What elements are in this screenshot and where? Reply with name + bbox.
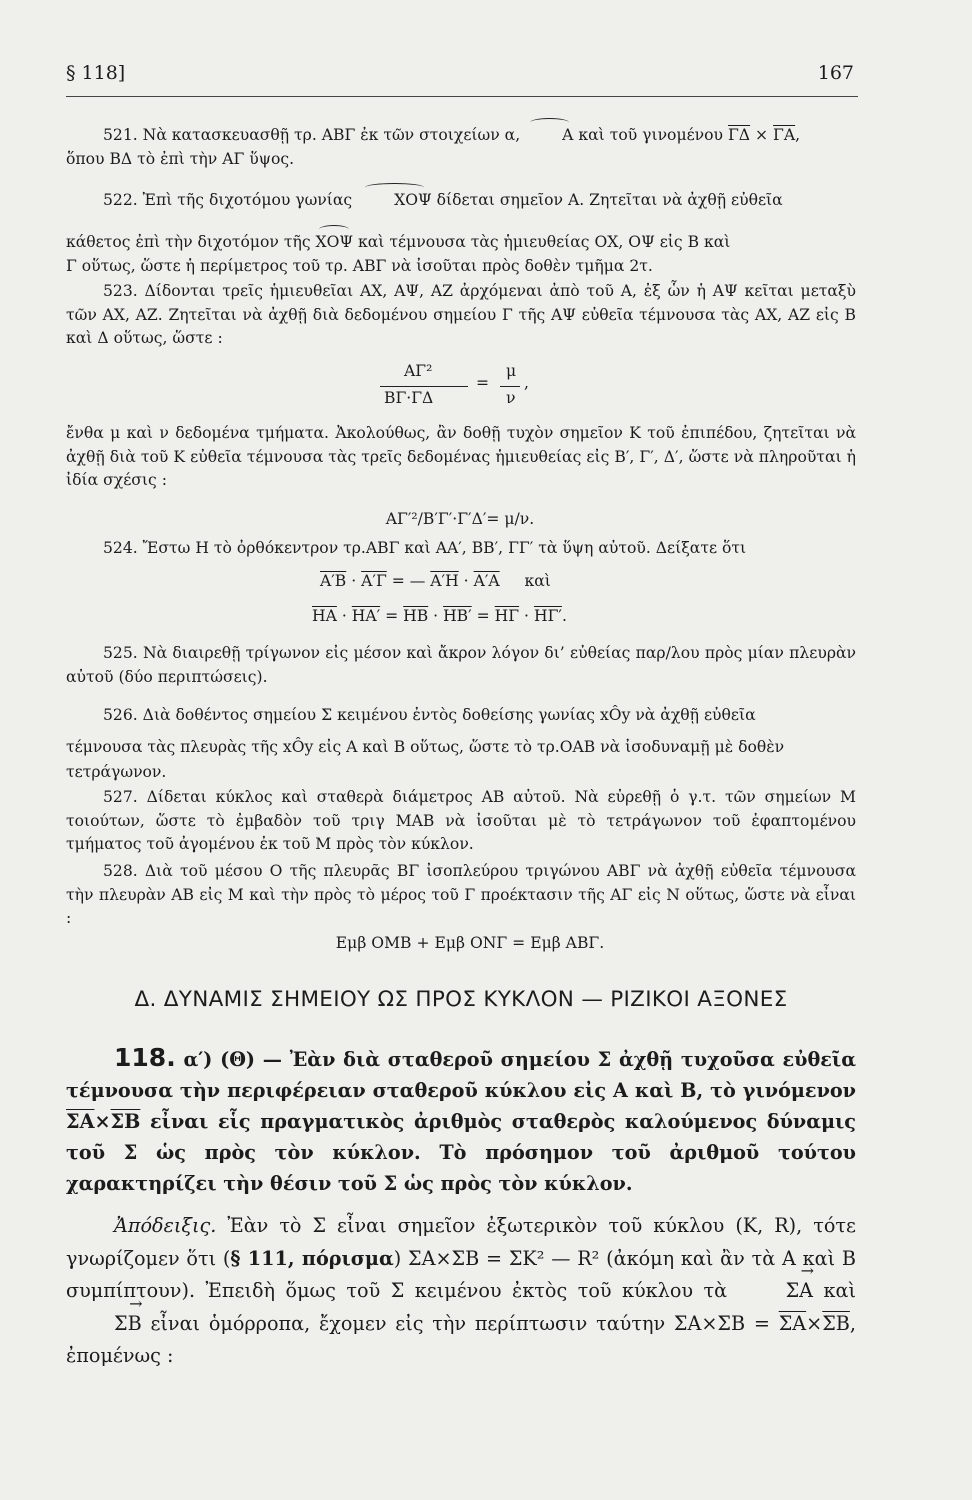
seg-a1h: Α′Η: [430, 572, 459, 590]
segment-sa: $\overline{\Sigma A}$: [66, 1110, 95, 1133]
segment-sb: $\overline{\Sigma B}$: [110, 1110, 141, 1133]
conjunction: καὶ: [524, 572, 551, 590]
exercise-526-text: 526. Διὰ δοθέντος σημείου Σ κειμένου ἐντὸς δοθείσης γωνίας: [103, 706, 600, 724]
proof-and: καὶ: [813, 1279, 856, 1302]
fraction-bar-2: [500, 386, 520, 387]
seg-ha1: ΗΑ′: [351, 607, 381, 625]
proof-label: Ἀπόδειξις.: [114, 1214, 217, 1237]
dot-5: ·: [519, 607, 534, 625]
exercise-528-formula: Εμβ ΟΜΒ + Εμβ ΟΝΓ = Εμβ ΑΒΓ.: [335, 934, 605, 952]
ratio-nu: ν: [506, 389, 516, 407]
exercise-525: 525. Νὰ διαιρεθῇ τρίγωνον εἰς μέσον καὶ ἄκρον λόγον δι’ εὐθείας παρ/λου πρὸς μίαν πλευρὰν αὐτοῦ (δύο περιπτώσεις).: [66, 644, 856, 686]
exercise-522-text-post: δίδεται σημεῖον Α. Ζητεῖται νὰ ἀχθῇ εὐθεῖα: [431, 191, 783, 209]
segment-gd: $\overline{\Gamma\Delta}$: [727, 126, 751, 144]
exercise-526-text-post: νὰ ἀχθῇ εὐθεῖα: [630, 706, 756, 724]
theorem-number: 118: [114, 1043, 167, 1072]
equals-minus: = —: [386, 572, 431, 590]
proof: [66, 1210, 856, 1373]
dot-2: ·: [458, 572, 474, 590]
seg-hg: $\overline{H\Gamma}$: [494, 607, 520, 625]
header-rule: [66, 96, 858, 97]
dot-4: ·: [428, 607, 444, 625]
running-header: [66, 62, 854, 92]
theorem-118: [66, 1042, 856, 1199]
directed-sa: $\overline{\Sigma A}$: [778, 1311, 807, 1335]
dot-3: ·: [336, 607, 352, 625]
angle-xoy-526-2: xÔy: [282, 738, 314, 756]
exercise-526-line2: [66, 736, 856, 760]
period: .: [561, 607, 567, 625]
exercise-524-formula-2: [312, 605, 567, 629]
proof-text-1: Ἐὰν τὸ Σ εἶναι σημεῖον ἐξωτερικὸν τοῦ κύκλου (Κ, R), τότε γνωρίζομεν ὅτι (: [66, 1214, 856, 1270]
exercise-523: 523. Δίδονται τρεῖς ἡμιευθεῖαι ΑΧ, ΑΨ, ΑΖ ἀρχόμεναι ἀπὸ τοῦ Α, ἐξ ὧν ἡ ΑΨ κεῖται μεταξὺ τῶν ΑΧ, ΑΖ. Ζητεῖται νὰ ἀχθῇ διὰ δεδομένου σημείου Γ τῆς ΑΨ εὐθεῖα τέμνουσα τὰς ΑΧ, ΑΖ εἰς Β καὶ Δ οὕτως, ὥστε :: [66, 282, 856, 347]
exercise-521: [66, 124, 856, 148]
exercise-522: [66, 189, 856, 213]
equals-2: =: [471, 607, 495, 625]
angle-xoy-2: ΧΟΨ: [316, 231, 354, 255]
fraction-numerator: ΑΓ²: [404, 362, 433, 380]
segment-ga: $\overline{\Gamma A}$: [773, 126, 796, 144]
exercise-526-l2-post: εἰς Α καὶ Β οὕτως, ὥστε τὸ τρ.ΟΑΒ νὰ ἰσοδυναμῇ μὲ δοθὲν: [313, 738, 785, 756]
seg-a1a: Α′Α: [473, 572, 500, 590]
theorem-label: α′) (Θ) —: [175, 1048, 290, 1071]
seg-hb: $\overline{HB}$: [403, 607, 429, 625]
theorem-statement-cont: εἶναι εἷς πραγματικὸς ἀριθμὸς σταθερὸς καλούμενος δύναμις τοῦ Σ ὡς πρὸς τὸν κύκλον. Τὸ πρόσημον τοῦ ἀριθμοῦ τούτου χαρακτηρίζει τὴν θέσιν τοῦ Σ ὡς πρὸς τὸν κύκλον.: [66, 1110, 856, 1195]
seg-ha: $\overline{HA}$: [312, 607, 337, 625]
times-sign: ×: [750, 126, 774, 144]
page-number: 167: [817, 62, 854, 84]
vector-sa: → ΣΑ: [738, 1275, 813, 1308]
proof-text-3: εἶναι ὁμόρροπα, ἔχομεν εἰς τὴν περίπτωσιν ταύτην ΣΑ×ΣΒ =: [141, 1311, 779, 1335]
fraction-bar: [380, 386, 468, 387]
dot: ·: [346, 572, 362, 590]
proof-reference: § 111, πόρισμα: [230, 1246, 394, 1270]
seg-hb1: ΗΒ′: [443, 607, 472, 625]
directed-sb: $\overline{\Sigma B}$: [822, 1311, 850, 1335]
exercise-524: 524. Ἔστω Η τὸ ὀρθόκεντρον τρ.ΑΒΓ καὶ ΑΑ′, ΒΒ′, ΓΓ′ τὰ ὕψη αὐτοῦ. Δείξατε ὅτι: [103, 539, 747, 557]
exercise-526-line3: τετράγωνον.: [66, 763, 167, 781]
exercise-526-l2-pre: τέμνουσα τὰς πλευρὰς τῆς: [66, 738, 283, 756]
seg-a1b: Α′Β: [320, 572, 347, 590]
fraction-denominator: ΒΓ·ΓΔ: [384, 389, 434, 407]
exercise-522-l2-post: καὶ τέμνουσα τὰς ἡμιευθείας ΟΧ, ΟΨ εἰς Β καὶ: [353, 233, 731, 251]
exercise-521-text-mid: καὶ τοῦ γινομένου: [573, 126, 728, 144]
section-title: Δ. ΔΥΝΑΜΙΣ ΣΗΜΕΙΟΥ ΩΣ ΠΡΟΣ ΚΥΚΛΟΝ — ΡΙΖΙΚΟΙ ΑΞΟΝΕΣ: [134, 987, 788, 1012]
ratio-mu: μ: [506, 362, 517, 380]
exercise-522-line2: [66, 231, 856, 255]
proof-text-4: , ἐπομένως :: [66, 1311, 856, 1367]
exercise-522-l2-pre: κάθετος ἐπὶ τὴν διχοτόμον τῆς: [66, 233, 316, 251]
proof-text-2: ) ΣΑ×ΣΒ = ΣΚ² — R² (ἀκόμη καὶ ἂν τὰ Α καὶ Β συμπίπτουν). Ἐπειδὴ ὅμως τοῦ Σ κειμένου ἐκτὸς τοῦ κύκλου τὰ: [66, 1246, 856, 1302]
vector-sb: → ΣΒ: [66, 1308, 142, 1341]
exercise-524-formula-1: [320, 570, 551, 594]
exercise-527: 527. Δίδεται κύκλος καὶ σταθερὰ διάμετρος ΑΒ αὐτοῦ. Νὰ εὑρεθῇ ὁ γ.τ. τῶν σημείων Μ τοιούτων, ὥστε τὸ ἐμβαδὸν τοῦ τριγ ΜΑΒ νὰ ἰσοῦται μὲ τὸ τετράγωνον τοῦ ἐφαπτομένου τμήματος τοῦ ἀγομένου ἐκ τοῦ Μ πρὸς τὸν κύκλον.: [66, 788, 856, 853]
exercise-523-continuation: ἔνθα μ καὶ ν δεδομένα τμήματα. Ἀκολούθως, ἂν δοθῇ τυχὸν σημεῖον Κ τοῦ ἐπιπέδου, ζητεῖται νὰ ἀχθῇ διὰ τοῦ Κ εὐθεῖα τέμνουσα τὰς τρεῖς δεδομένας ἡμιευθείας εἰς Β′, Γ′, Δ′, ὥστε νὰ πληροῦται ἡ ἰδία σχέσις :: [66, 424, 856, 489]
equals-sign: =: [476, 374, 490, 392]
exercise-523-formula: ΑΓ′²/Β′Γ′·Γ′Δ′= μ/ν.: [385, 510, 535, 528]
exercise-521-text: 521. Νὰ κατασκευασθῇ τρ. ΑΒΓ ἐκ τῶν στοιχείων α,: [103, 126, 526, 144]
angle-xoy-526: xÔy: [599, 706, 631, 724]
exercise-526: [66, 704, 856, 728]
punctuation-comma: ,: [524, 374, 529, 392]
theorem-statement: Ἐὰν διὰ σταθεροῦ σημείου Σ ἀχθῇ τυχοῦσα εὐθεῖα τέμνουσα τὴν περιφέρειαν σταθεροῦ κύκλου εἰς Α καὶ Β, τὸ γινόμενον: [66, 1048, 856, 1102]
exercise-528: 528. Διὰ τοῦ μέσου Ο τῆς πλευρᾶς ΒΓ ἰσοπλεύρου τριγώνου ΑΒΓ νὰ ἀχθῇ εὐθεῖα τέμνουσα τὴν πλευρὰν ΑΒ εἰς Μ καὶ τὴν πρὸς τὸ μέρος τοῦ Γ προέκτασιν τῆς ΑΓ εἰς Ν οὕτως, ὥστε νὰ εἶναι :: [66, 862, 856, 927]
theorem-times: ×: [94, 1110, 111, 1133]
equals-1: =: [380, 607, 404, 625]
theorem-number-dot: .: [166, 1043, 176, 1072]
angle-xoy: ΧΟΨ: [357, 189, 432, 213]
exercise-522-text: 522. Ἐπὶ τῆς διχοτόμου γωνίας: [103, 191, 358, 209]
section-reference: § 118]: [66, 62, 126, 84]
punctuation: ,: [795, 126, 801, 144]
angle-a: Α: [525, 124, 573, 148]
exercise-521-line2: ὅπου ΒΔ τὸ ἐπὶ τὴν ΑΓ ὕψος.: [66, 150, 295, 168]
seg-a1g: Α′Γ: [361, 572, 387, 590]
exercise-522-line3: Γ οὕτως, ὥστε ἡ περίμετρος τοῦ τρ. ΑΒΓ νὰ ἰσοῦται πρὸς δοθὲν τμῆμα 2τ.: [66, 257, 653, 275]
proof-times: ×: [806, 1311, 823, 1335]
seg-hg1: ΗΓ′: [533, 607, 562, 625]
